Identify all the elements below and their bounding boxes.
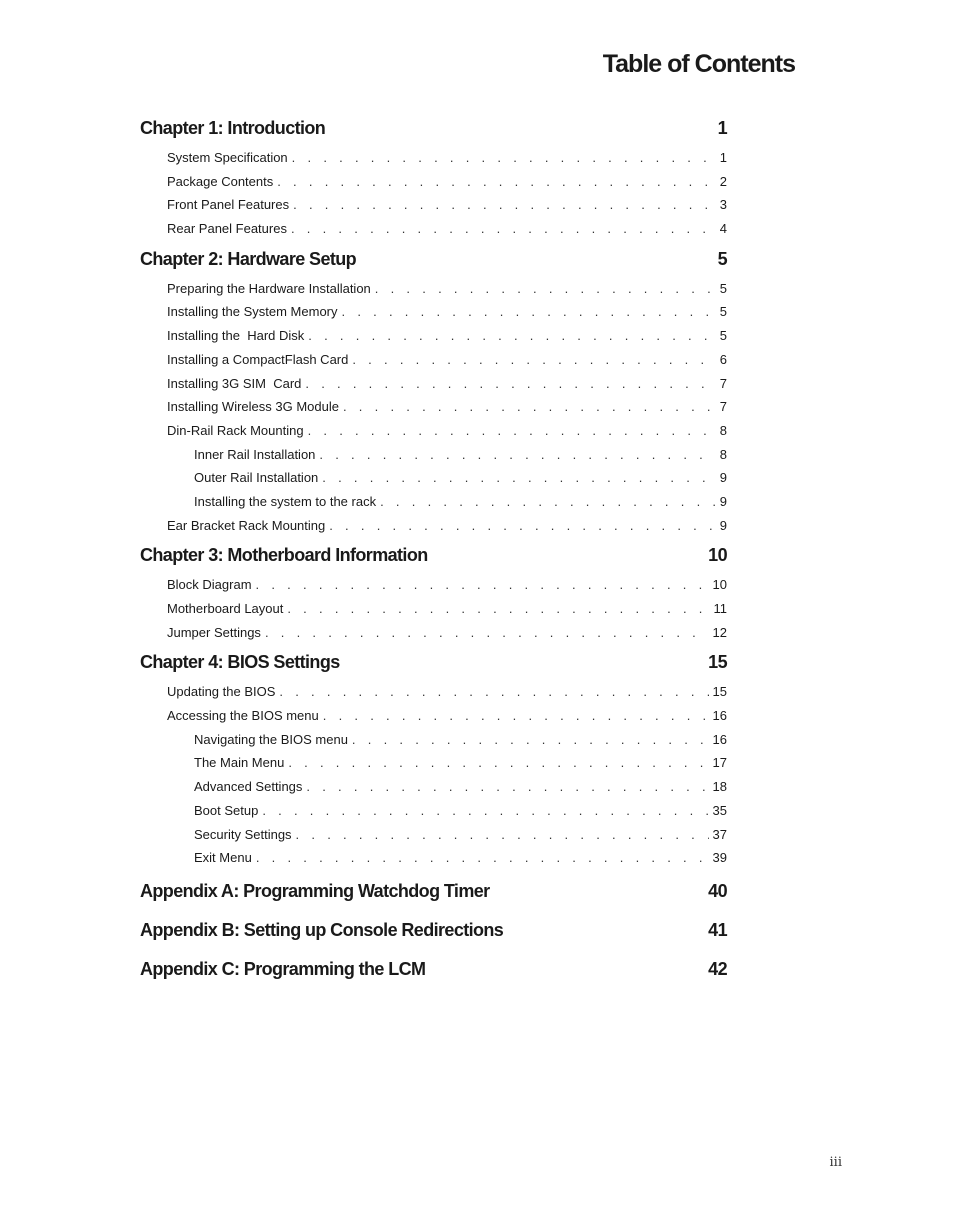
toc-entry-label: Ear Bracket Rack Mounting: [167, 517, 326, 533]
dot-leader: [380, 490, 716, 514]
appendix-title: Appendix C: Programming the LCM: [140, 958, 426, 979]
toc-entry-label: Outer Rail Installation: [194, 470, 319, 486]
toc-entry-label: Din-Rail Rack Mounting: [167, 422, 304, 438]
toc-entry-list: [140, 277, 727, 538]
toc-entry[interactable]: [140, 573, 727, 597]
toc-entry-label: Inner Rail Installation: [194, 446, 316, 462]
toc-entry-page-number: 7: [719, 399, 727, 415]
dot-leader: [329, 514, 716, 538]
toc-entry-page-number: 7: [719, 375, 727, 391]
appendix-title: Appendix B: Setting up Console Redirections: [140, 919, 504, 940]
toc-entry-list: [140, 680, 727, 870]
toc-entry-label: Installing the System Memory: [167, 304, 338, 320]
toc-subentry[interactable]: [140, 751, 727, 775]
toc-entry-list: [140, 146, 727, 241]
toc-subentry[interactable]: [140, 846, 727, 870]
chapter-heading[interactable]: [140, 539, 727, 571]
toc-entry[interactable]: [140, 419, 727, 443]
toc-entry-page-number: 9: [719, 493, 727, 509]
toc-entry-label: Jumper Settings: [167, 624, 261, 640]
toc-entry[interactable]: [140, 680, 727, 704]
toc-entry-page-number: 8: [719, 422, 727, 438]
dot-leader: [279, 680, 708, 704]
dot-leader: [319, 443, 715, 467]
toc-entry-page-number: 39: [712, 850, 727, 866]
toc-subentry[interactable]: [140, 823, 727, 847]
dot-leader: [296, 823, 709, 847]
toc-entry[interactable]: [140, 300, 727, 324]
toc-entry-label: Exit Menu: [194, 850, 252, 866]
toc-subentry[interactable]: [140, 443, 727, 467]
toc-entry-label: Rear Panel Features: [167, 221, 287, 237]
toc-entry-label: Installing a CompactFlash Card: [167, 351, 349, 367]
dot-leader: [323, 704, 709, 728]
appendix-heading[interactable]: [140, 911, 727, 950]
toc-entry-page-number: 2: [719, 173, 727, 189]
toc-entry-page-number: 8: [719, 446, 727, 462]
appendix-heading[interactable]: [140, 872, 727, 911]
dot-leader: [306, 775, 708, 799]
chapter-title: Chapter 3: Motherboard Information: [140, 545, 428, 566]
toc-entry[interactable]: [140, 514, 727, 538]
dot-leader: [288, 751, 708, 775]
appendix-page-number: 42: [708, 958, 727, 979]
dot-leader: [322, 466, 715, 490]
toc-entry-page-number: 10: [712, 577, 727, 593]
toc-entry-page-number: 9: [719, 470, 727, 486]
table-of-contents: [140, 112, 727, 989]
toc-entry-label: Advanced Settings: [194, 779, 303, 795]
appendix-page-number: 40: [708, 880, 727, 901]
dot-leader: [292, 146, 716, 170]
toc-entry[interactable]: [140, 597, 727, 621]
chapter-page-number: 5: [717, 248, 727, 269]
page-title: Table of Contents: [602, 50, 795, 78]
toc-entry-page-number: 1: [719, 150, 727, 165]
dot-leader: [352, 348, 715, 372]
chapter-heading[interactable]: [140, 112, 727, 144]
toc-entry-label: Navigating the BIOS menu: [194, 731, 348, 747]
toc-entry-page-number: 11: [713, 601, 727, 616]
dot-leader: [265, 621, 709, 645]
toc-entry-label: Front Panel Features: [167, 197, 290, 213]
dot-leader: [256, 846, 709, 870]
toc-entry-label: Accessing the BIOS menu: [167, 708, 319, 724]
toc-subentry[interactable]: [140, 728, 727, 752]
dot-leader: [287, 597, 709, 621]
chapter-page-number: 1: [717, 118, 727, 138]
toc-entry[interactable]: [140, 193, 727, 217]
toc-subentry[interactable]: [140, 490, 727, 514]
chapter-title: Chapter 1: Introduction: [140, 118, 326, 138]
toc-entry-label: Security Settings: [194, 826, 292, 842]
toc-entry[interactable]: [140, 146, 727, 170]
toc-entry-label: Updating the BIOS: [167, 684, 276, 700]
toc-entry[interactable]: [140, 621, 727, 645]
toc-entry-page-number: 5: [719, 280, 727, 296]
toc-subentry[interactable]: [140, 775, 727, 799]
chapter-heading[interactable]: [140, 243, 727, 275]
dot-leader: [308, 419, 716, 443]
toc-entry-page-number: 16: [712, 731, 727, 747]
toc-entry-page-number: 37: [712, 826, 727, 842]
dot-leader: [343, 395, 716, 419]
dot-leader: [262, 799, 708, 823]
toc-entry-label: Installing the system to the rack: [194, 493, 377, 509]
toc-entry-page-number: 4: [719, 221, 727, 237]
appendix-page-number: 41: [708, 919, 727, 940]
dot-leader: [352, 728, 709, 752]
toc-entry-label: The Main Menu: [194, 755, 285, 771]
toc-entry-list: [140, 573, 727, 644]
chapter-page-number: 15: [708, 652, 727, 673]
chapter-heading[interactable]: [140, 646, 727, 678]
toc-entry-label: Installing the Hard Disk: [167, 328, 305, 344]
dot-leader: [277, 170, 716, 194]
dot-leader: [305, 372, 715, 396]
toc-entry[interactable]: [140, 395, 727, 419]
toc-entry-label: System Specification: [167, 150, 288, 165]
toc-entry-label: Block Diagram: [167, 577, 252, 593]
toc-entry-page-number: 17: [712, 755, 727, 771]
appendix-heading[interactable]: [140, 950, 727, 989]
appendix-title: Appendix A: Programming Watchdog Timer: [140, 880, 490, 901]
toc-entry[interactable]: [140, 170, 727, 194]
toc-entry[interactable]: [140, 217, 727, 241]
toc-entry[interactable]: [140, 348, 727, 372]
toc-entry-label: Installing Wireless 3G Module: [167, 399, 339, 415]
toc-entry[interactable]: [140, 324, 727, 348]
toc-entry-label: Motherboard Layout: [167, 601, 284, 616]
toc-entry-label: Package Contents: [167, 173, 274, 189]
toc-entry[interactable]: [140, 277, 727, 301]
dot-leader: [342, 300, 716, 324]
toc-entry-page-number: 3: [719, 197, 727, 213]
toc-entry-page-number: 9: [719, 517, 727, 533]
toc-entry-page-number: 6: [719, 351, 727, 367]
toc-entry-page-number: 5: [719, 328, 727, 344]
toc-subentry[interactable]: [140, 466, 727, 490]
toc-entry-page-number: 15: [712, 684, 727, 700]
toc-entry-label: Installing 3G SIM Card: [167, 375, 302, 391]
page-number: iii: [829, 1155, 842, 1170]
toc-entry-page-number: 35: [712, 802, 727, 818]
toc-entry-page-number: 5: [719, 304, 727, 320]
toc-subentry[interactable]: [140, 799, 727, 823]
toc-entry[interactable]: [140, 704, 727, 728]
toc-entry-label: Boot Setup: [194, 802, 259, 818]
toc-entry[interactable]: [140, 372, 727, 396]
dot-leader: [256, 573, 709, 597]
chapter-title: Chapter 4: BIOS Settings: [140, 652, 340, 673]
toc-entry-page-number: 16: [712, 708, 727, 724]
dot-leader: [308, 324, 715, 348]
chapter-title: Chapter 2: Hardware Setup: [140, 248, 357, 269]
chapter-page-number: 10: [708, 545, 727, 566]
toc-entry-page-number: 12: [712, 624, 727, 640]
dot-leader: [375, 277, 716, 301]
dot-leader: [293, 193, 716, 217]
toc-entry-label: Preparing the Hardware Installation: [167, 280, 371, 296]
toc-entry-page-number: 18: [712, 779, 727, 795]
dot-leader: [291, 217, 716, 241]
